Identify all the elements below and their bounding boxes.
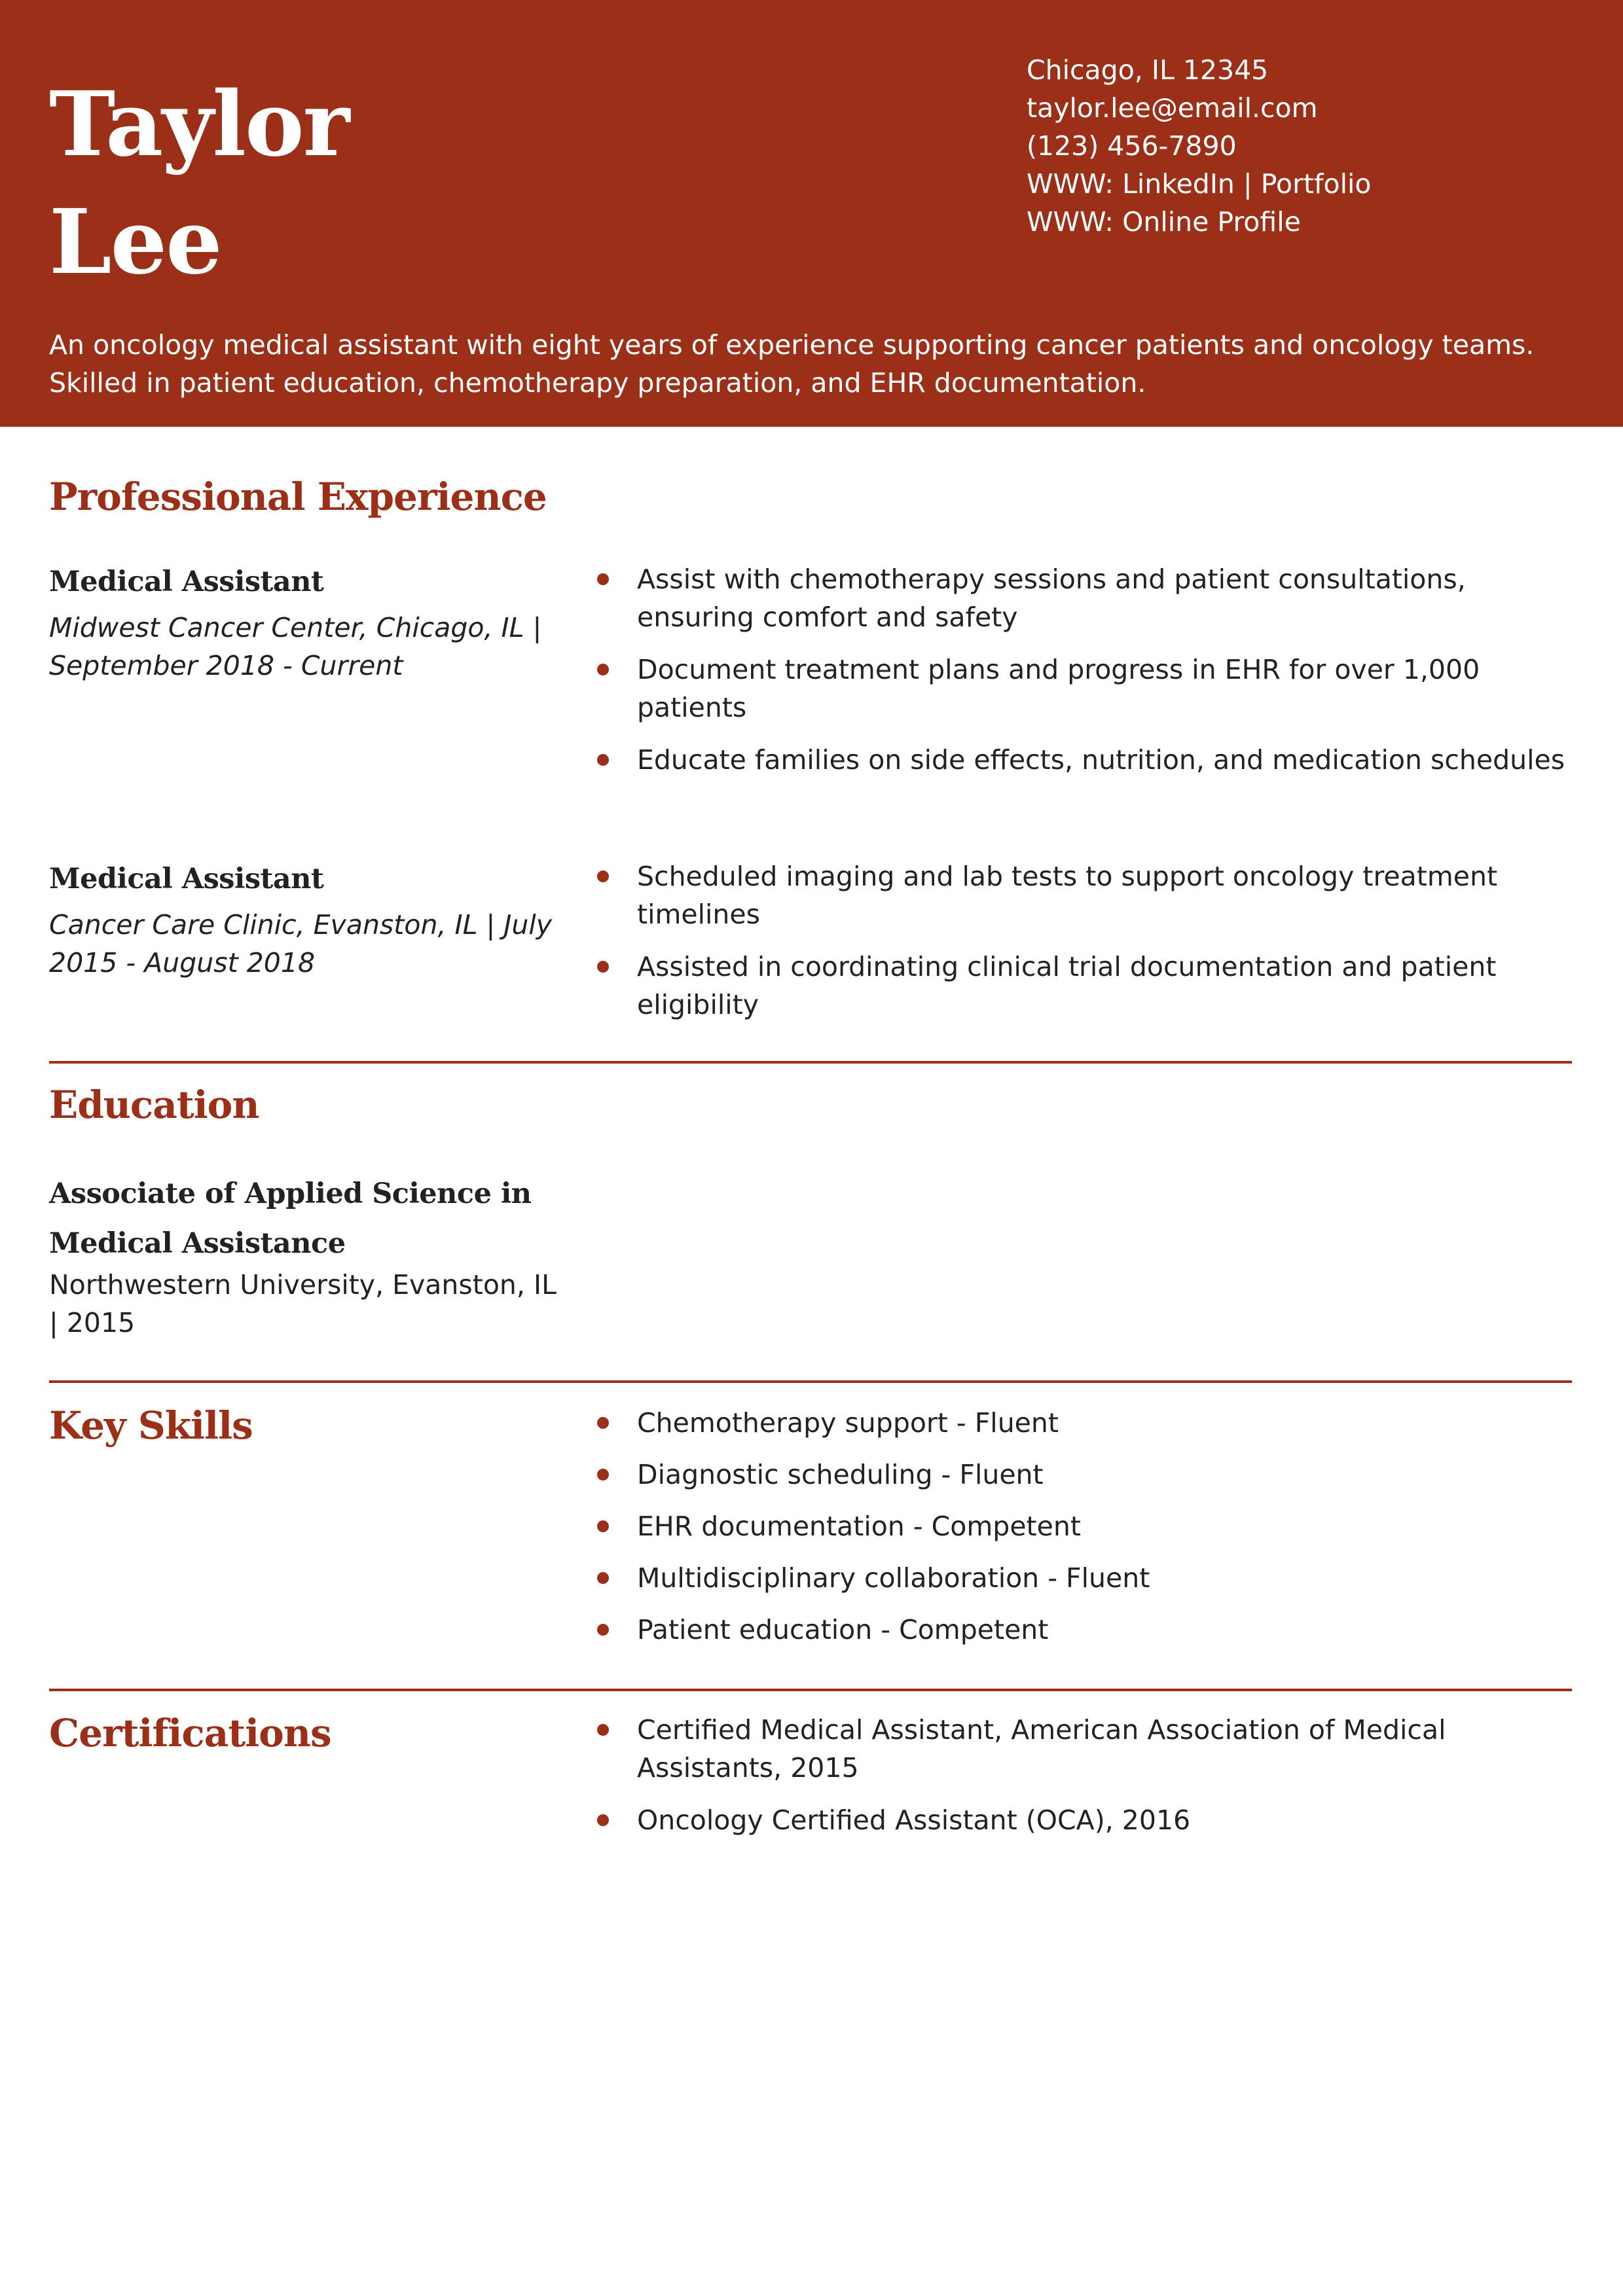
list-item: Document treatment plans and progress in EHR for over 1,000 patients: [597, 651, 1566, 726]
bullet-icon: [597, 961, 609, 973]
section-title-experience: Professional Experience: [49, 475, 547, 519]
candidate-name: [49, 65, 348, 301]
list-item: Patient education - Competent: [597, 1611, 1566, 1649]
bullet-icon: [597, 1417, 609, 1429]
list-item: Multidisciplinary collaboration - Fluent: [597, 1559, 1566, 1597]
education-degree: Associate of Applied Science in Medical Assistance: [49, 1177, 532, 1260]
list-item: Scheduled imaging and lab tests to support oncology treatment timelines: [597, 857, 1566, 933]
contact-phone: (123) 456-7890: [1027, 130, 1237, 162]
list-item: Chemotherapy support - Fluent: [597, 1404, 1566, 1442]
job-meta: Cancer Care Clinic, Evanston, IL | July 2015 - August 2018: [49, 909, 553, 978]
last-name: Lee: [49, 190, 221, 295]
bullet-icon: [597, 1469, 609, 1480]
section-title-certifications: Certifications: [49, 1711, 331, 1755]
section-divider: [49, 1061, 1572, 1064]
list-item: Diagnostic scheduling - Fluent: [597, 1456, 1566, 1494]
list-item: Assisted in coordinating clinical trial documentation and patient eligibility: [597, 948, 1566, 1024]
job-meta: Midwest Cancer Center, Chicago, IL | September 2018 - Current: [49, 612, 542, 681]
section-title-skills: Key Skills: [49, 1403, 253, 1448]
bullet-icon: [597, 1520, 609, 1532]
bullet-icon: [597, 1724, 609, 1736]
bullet-icon: [597, 870, 609, 882]
professional-summary: An oncology medical assistant with eight years of experience supporting cancer patients and oncology teams. Skilled in patient education, chemotherapy preparation, and EHR documentation.: [49, 329, 1535, 399]
contact-links-online-profile[interactable]: WWW: Online Profile: [1027, 206, 1301, 238]
list-item: Educate families on side effects, nutrition, and medication schedules: [597, 741, 1566, 779]
section-divider: [49, 1689, 1572, 1691]
contact-email[interactable]: taylor.lee@email.com: [1027, 92, 1318, 124]
education-meta: Northwestern University, Evanston, IL | 2015: [49, 1269, 556, 1338]
bullet-icon: [597, 573, 609, 585]
job-title: Medical Assistant: [49, 863, 324, 895]
bullet-icon: [597, 754, 609, 766]
first-name: Taylor: [49, 72, 349, 177]
bullet-icon: [597, 1572, 609, 1584]
bullet-icon: [597, 664, 609, 675]
section-title-education: Education: [49, 1083, 259, 1127]
list-item: Assist with chemotherapy sessions and patient consultations, ensuring comfort and safety: [597, 560, 1566, 636]
resume-header: [0, 0, 1623, 427]
contact-location: Chicago, IL 12345: [1027, 54, 1269, 86]
contact-links-linkedin-portfolio[interactable]: WWW: LinkedIn | Portfolio: [1027, 168, 1372, 200]
job-bullets: [597, 560, 1566, 779]
list-item: Oncology Certified Assistant (OCA), 2016: [597, 1801, 1566, 1839]
section-divider: [49, 1380, 1572, 1383]
bullet-icon: [597, 1624, 609, 1636]
list-item: EHR documentation - Competent: [597, 1507, 1566, 1545]
list-item: Certified Medical Assistant, American Association of Medical Assistants, 2015: [597, 1711, 1566, 1787]
bullet-icon: [597, 1814, 609, 1826]
certifications-list: [597, 1711, 1566, 1839]
job-bullets: [597, 857, 1566, 1024]
skills-list: [597, 1404, 1566, 1649]
job-title: Medical Assistant: [49, 565, 324, 598]
contact-info: [1027, 51, 1371, 241]
